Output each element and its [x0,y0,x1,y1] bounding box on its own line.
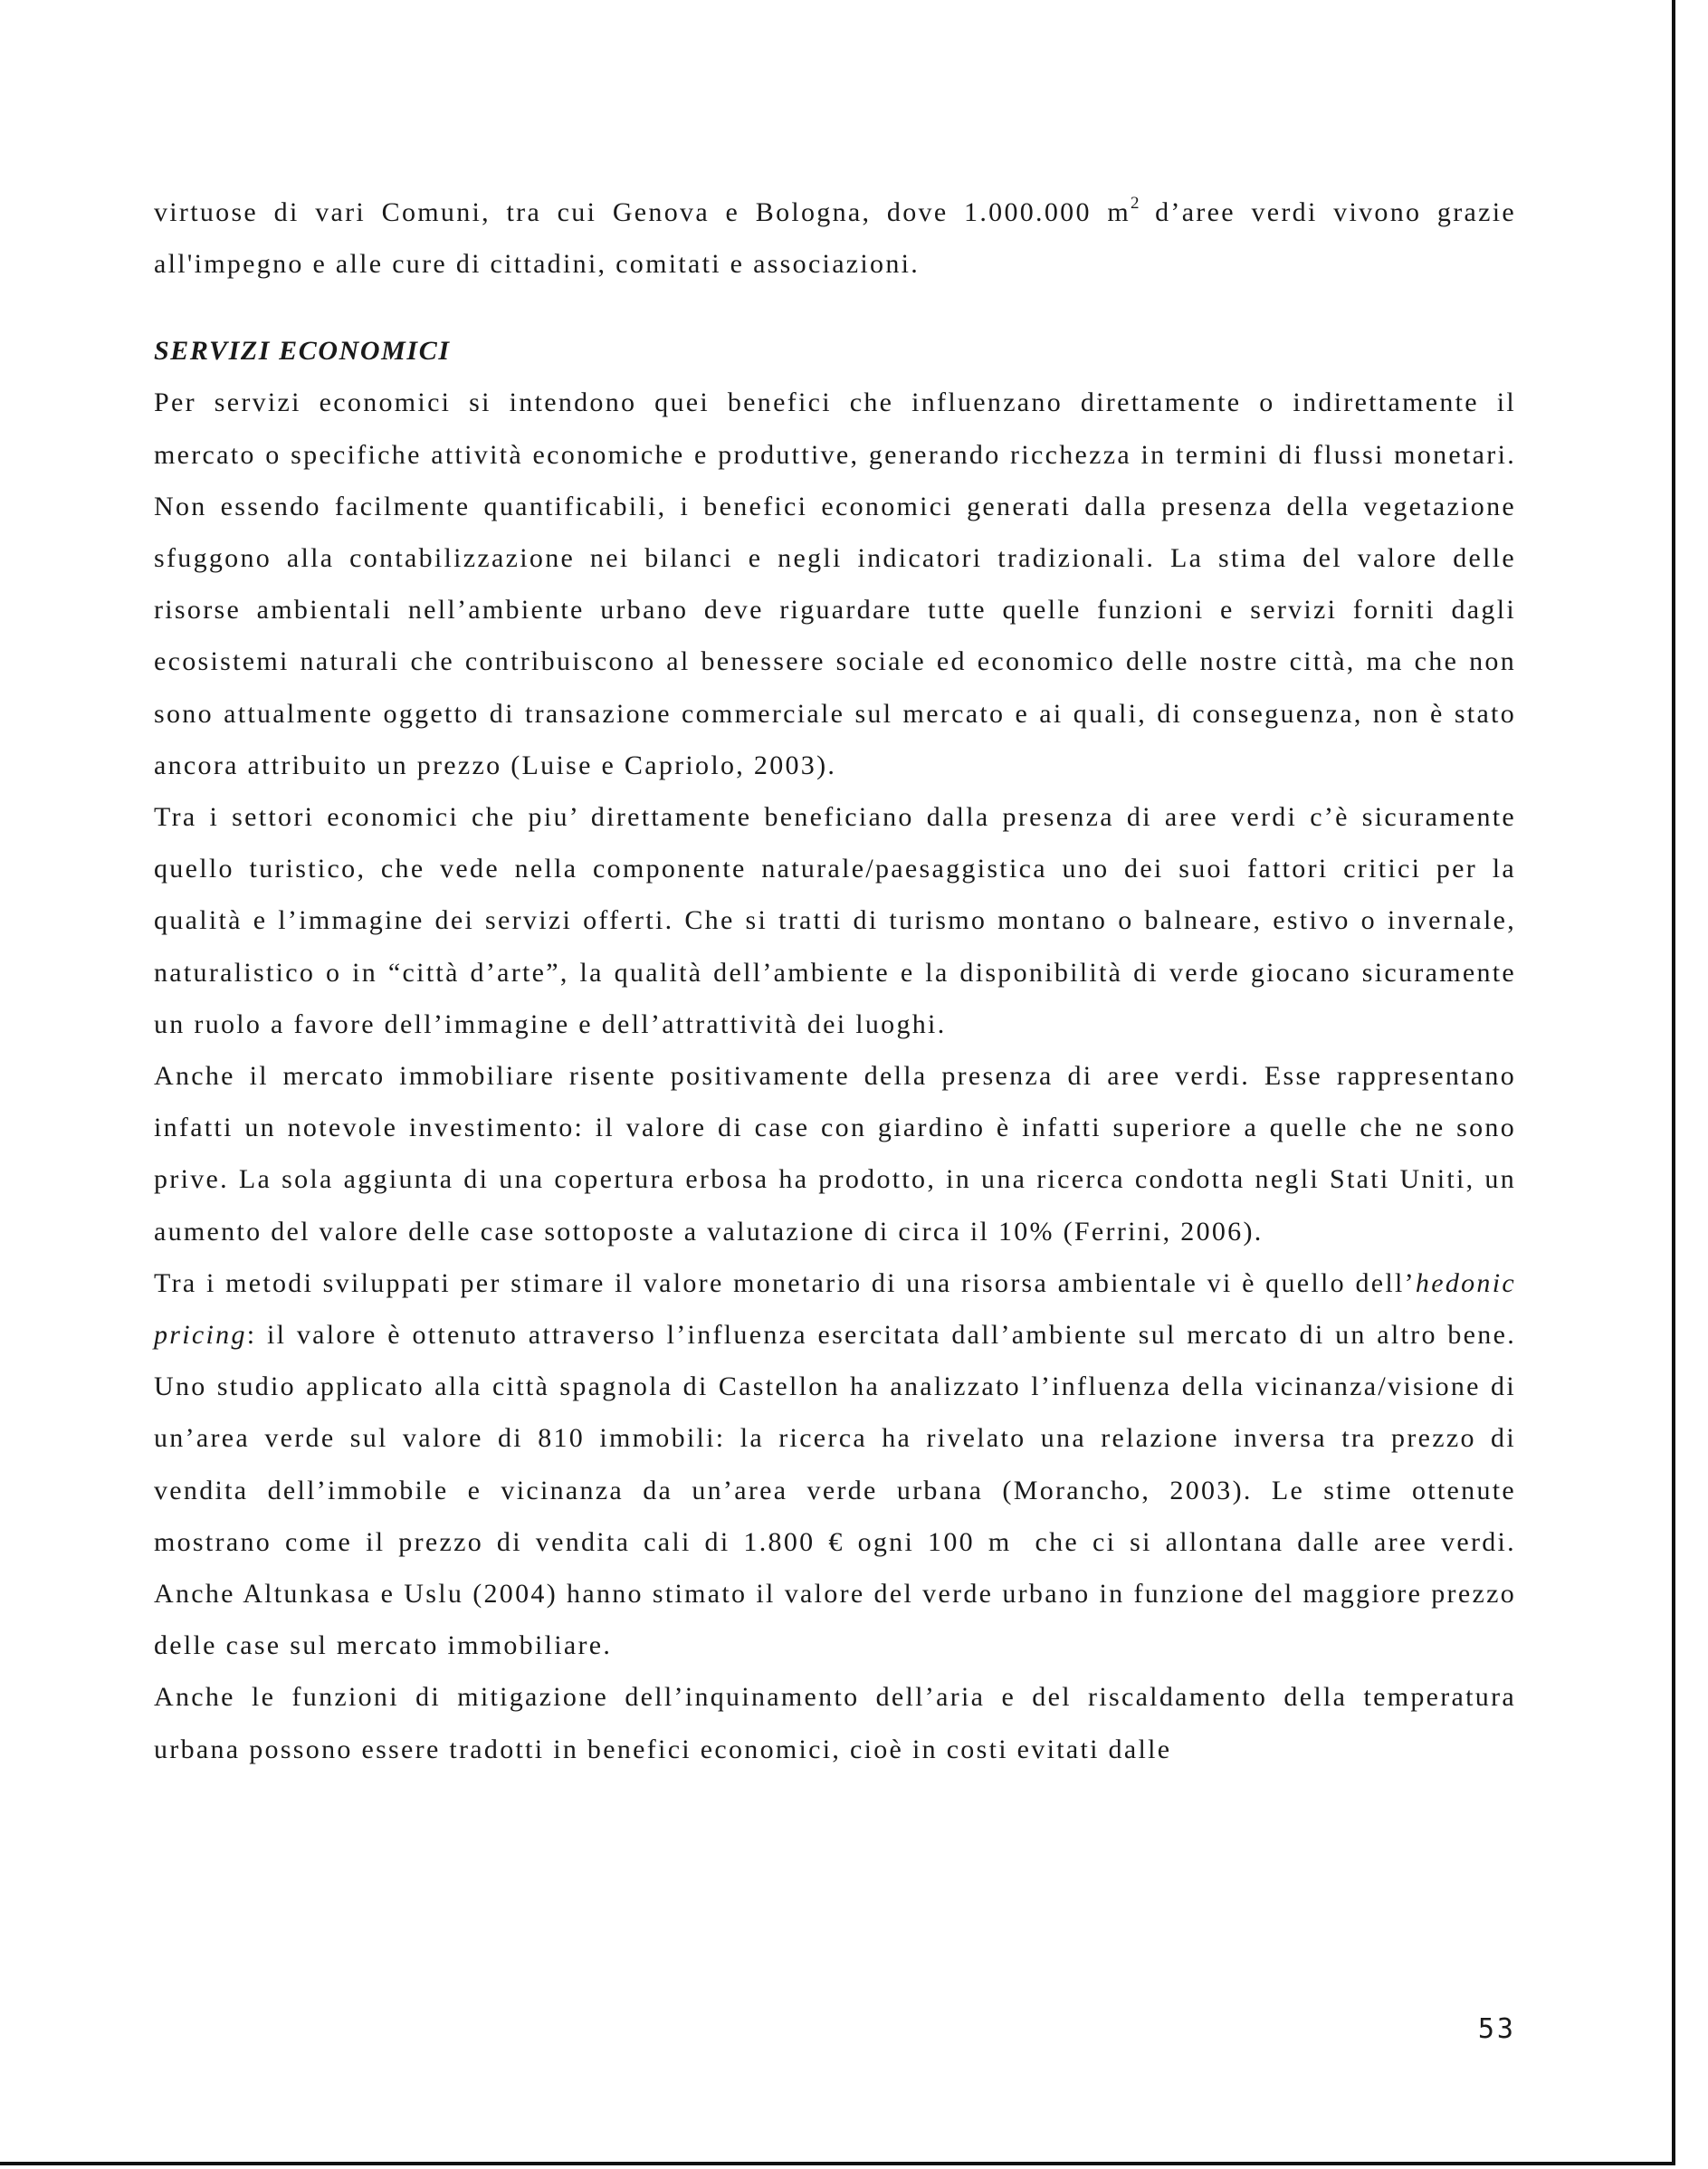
paragraph-tourism: Tra i settori economici che piu’ direttamente beneficiano dalla presenza di aree verdi c’è sicuramente quello turistico, che vede nella componente naturale/paesaggistica uno dei suoi fattori critici per la qualità e l’immagine dei servizi offerti. Che si tratti di turismo montano o balneare, estivo o invernale, naturalistico o in “città d’arte”, la qualità dell’ambiente e la disponibilità di verde giocano sicuramente un ruolo a favore dell’immagine e dell’attrattività dei luoghi. [154,802,1516,1039]
hedonic-text-part1: Tra i metodi sviluppati per stimare il valore monetario di una risorsa ambientale vi è quello dell’ [154,1267,1416,1298]
paragraph-hedonic-pricing [154,1257,1516,1672]
intro-text-part2: d’aree verdi vivono grazie all'impegno e alle cure di cittadini, comitati e associazioni. [154,197,1516,280]
hedonic-text-part3: che ci si allontana dalle aree verdi. Anche Altunkasa e Uslu (2004) hanno stimato il valore del verde urbano in funzione del maggiore prezzo delle case sul mercato immobiliare. [154,1526,1516,1661]
paragraph-real-estate: Anche il mercato immobiliare risente positivamente della presenza di aree verdi. Esse rappresentano infatti un notevole investimento: il valore di case con giardino è infatti superiore a quelle che ne sono prive. La sola aggiunta di una copertura erbosa ha prodotto, in una ricerca condotta negli Stati Uniti, un aumento del valore delle case sottoposte a valutazione di circa il 10% (Ferrini, 2006). [154,1061,1516,1247]
page-number: 53 [1477,2013,1516,2045]
intro-paragraph [154,186,1516,290]
paragraph-economic-services: Per servizi economici si intendono quei benefici che influenzano direttamente o indirettamente il mercato o specifiche attività economiche e produttive, generando ricchezza in termini di flussi monetari. Non essendo facilmente quantificabili, i benefici economici generati dalla presenza della vegetazione sfuggono alla contabilizzazione nei bilanci e negli indicatori tradizionali. La stima del valore delle risorse ambientali nell’ambiente urbano deve riguardare tutte quelle funzioni e servizi forniti dagli ecosistemi naturali che contribuiscono al benessere sociale ed economico delle nostre città, ma che non sono attualmente oggetto di transazione commerciale sul mercato e ai quali, di conseguenza, non è stato ancora attribuito un prezzo (Luise e Capriolo, 2003). [154,387,1516,780]
superscript-exponent: 2 [1131,194,1140,213]
page-border-right [1672,0,1675,2165]
page-border-bottom [0,2162,1675,2165]
intro-text-part1: virtuose di vari Comuni, tra cui Genova e Bologna, dove 1.000.000 m [154,197,1131,227]
hedonic-text-part2: : il valore è ottenuto attraverso l’influenza esercitata dall’ambiente sul mercato di un altro bene. Uno studio applicato alla città spagnola di Castellon ha analizzato l’influenza della vicinanza/visione di un’area verde sul valore di 810 immobili: la ricerca ha rivelato una relazione inversa tra prezzo di vendita dell’immobile e vicinanza da un’area verde urbana (Morancho, 2003). Le stime ottenute mostrano come il prezzo di vendita cali di 1.800 € ogni 100 m [154,1320,1516,1557]
hedonic-pricing-term: hedonic pricing [154,1267,1516,1351]
document-body [154,186,1516,1775]
paragraph-mitigation: Anche le funzioni di mitigazione dell’inquinamento dell’aria e del riscaldamento della temperatura urbana possono essere tradotti in benefici economici, cioè in costi evitati dalle [154,1682,1516,1764]
section-heading: SERVIZI ECONOMICI [154,336,451,367]
